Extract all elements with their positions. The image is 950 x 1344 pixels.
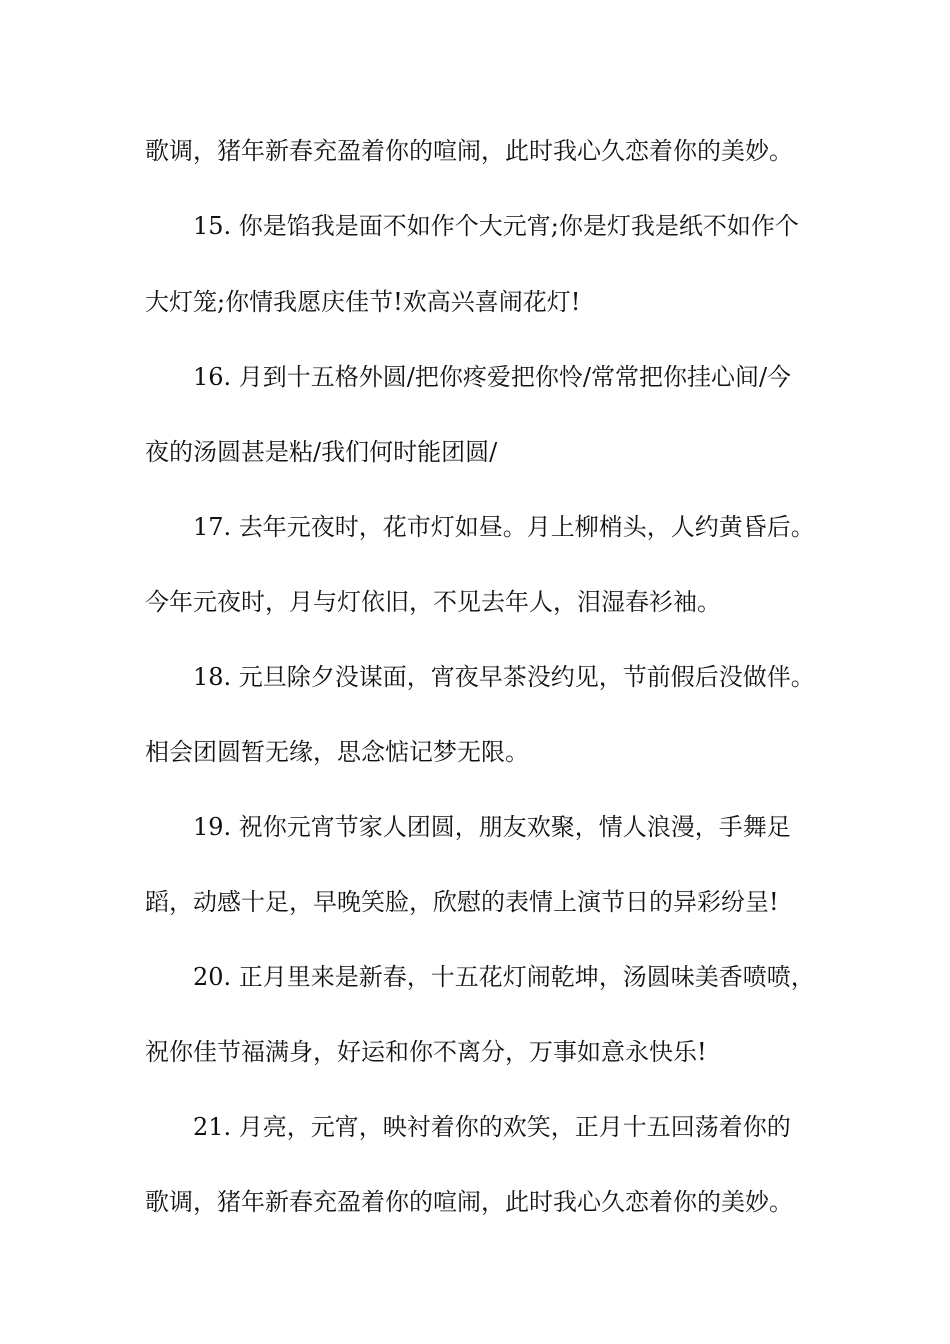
- list-item-17-line-1: 17. 去年元夜时，花市灯如昼。月上柳梢头，人约黄昏后。: [193, 513, 815, 541]
- list-item-15-line-1: 15. 你是馅我是面不如作个大元宵;你是灯我是纸不如作个: [193, 212, 799, 240]
- list-item-16-line-1: 16. 月到十五格外圆/把你疼爱把你怜/常常把你挂心间/今: [193, 363, 792, 391]
- list-item-19-line-2: 蹈，动感十足，早晚笑脸，欣慰的表情上演节日的异彩纷呈!: [145, 888, 779, 916]
- list-item-21-line-1: 21. 月亮，元宵，映衬着你的欢笑，正月十五回荡着你的: [193, 1113, 791, 1141]
- list-item-21-line-2: 歌调，猪年新春充盈着你的喧闹，此时我心久恋着你的美妙。: [145, 1188, 793, 1216]
- list-item-16-line-2: 夜的汤圆甚是粘/我们何时能团圆/: [145, 438, 498, 466]
- list-item-20-line-1: 20. 正月里来是新春，十五花灯闹乾坤，汤圆味美香喷喷，: [193, 963, 815, 991]
- list-item-17-line-2: 今年元夜时，月与灯依旧，不见去年人，泪湿春衫袖。: [145, 588, 721, 616]
- text-line: 歌调，猪年新春充盈着你的喧闹，此时我心久恋着你的美妙。: [145, 137, 793, 165]
- list-item-18-line-2: 相会团圆暂无缘，思念惦记梦无限。: [145, 738, 529, 766]
- list-item-20-line-2: 祝你佳节福满身，好运和你不离分，万事如意永快乐!: [145, 1038, 707, 1066]
- list-item-19-line-1: 19. 祝你元宵节家人团圆，朋友欢聚，情人浪漫，手舞足: [193, 813, 791, 841]
- list-item-15-line-2: 大灯笼;你情我愿庆佳节!欢高兴喜闹花灯!: [145, 288, 581, 316]
- list-item-18-line-1: 18. 元旦除夕没谋面，宵夜早茶没约见，节前假后没做伴。: [193, 663, 815, 691]
